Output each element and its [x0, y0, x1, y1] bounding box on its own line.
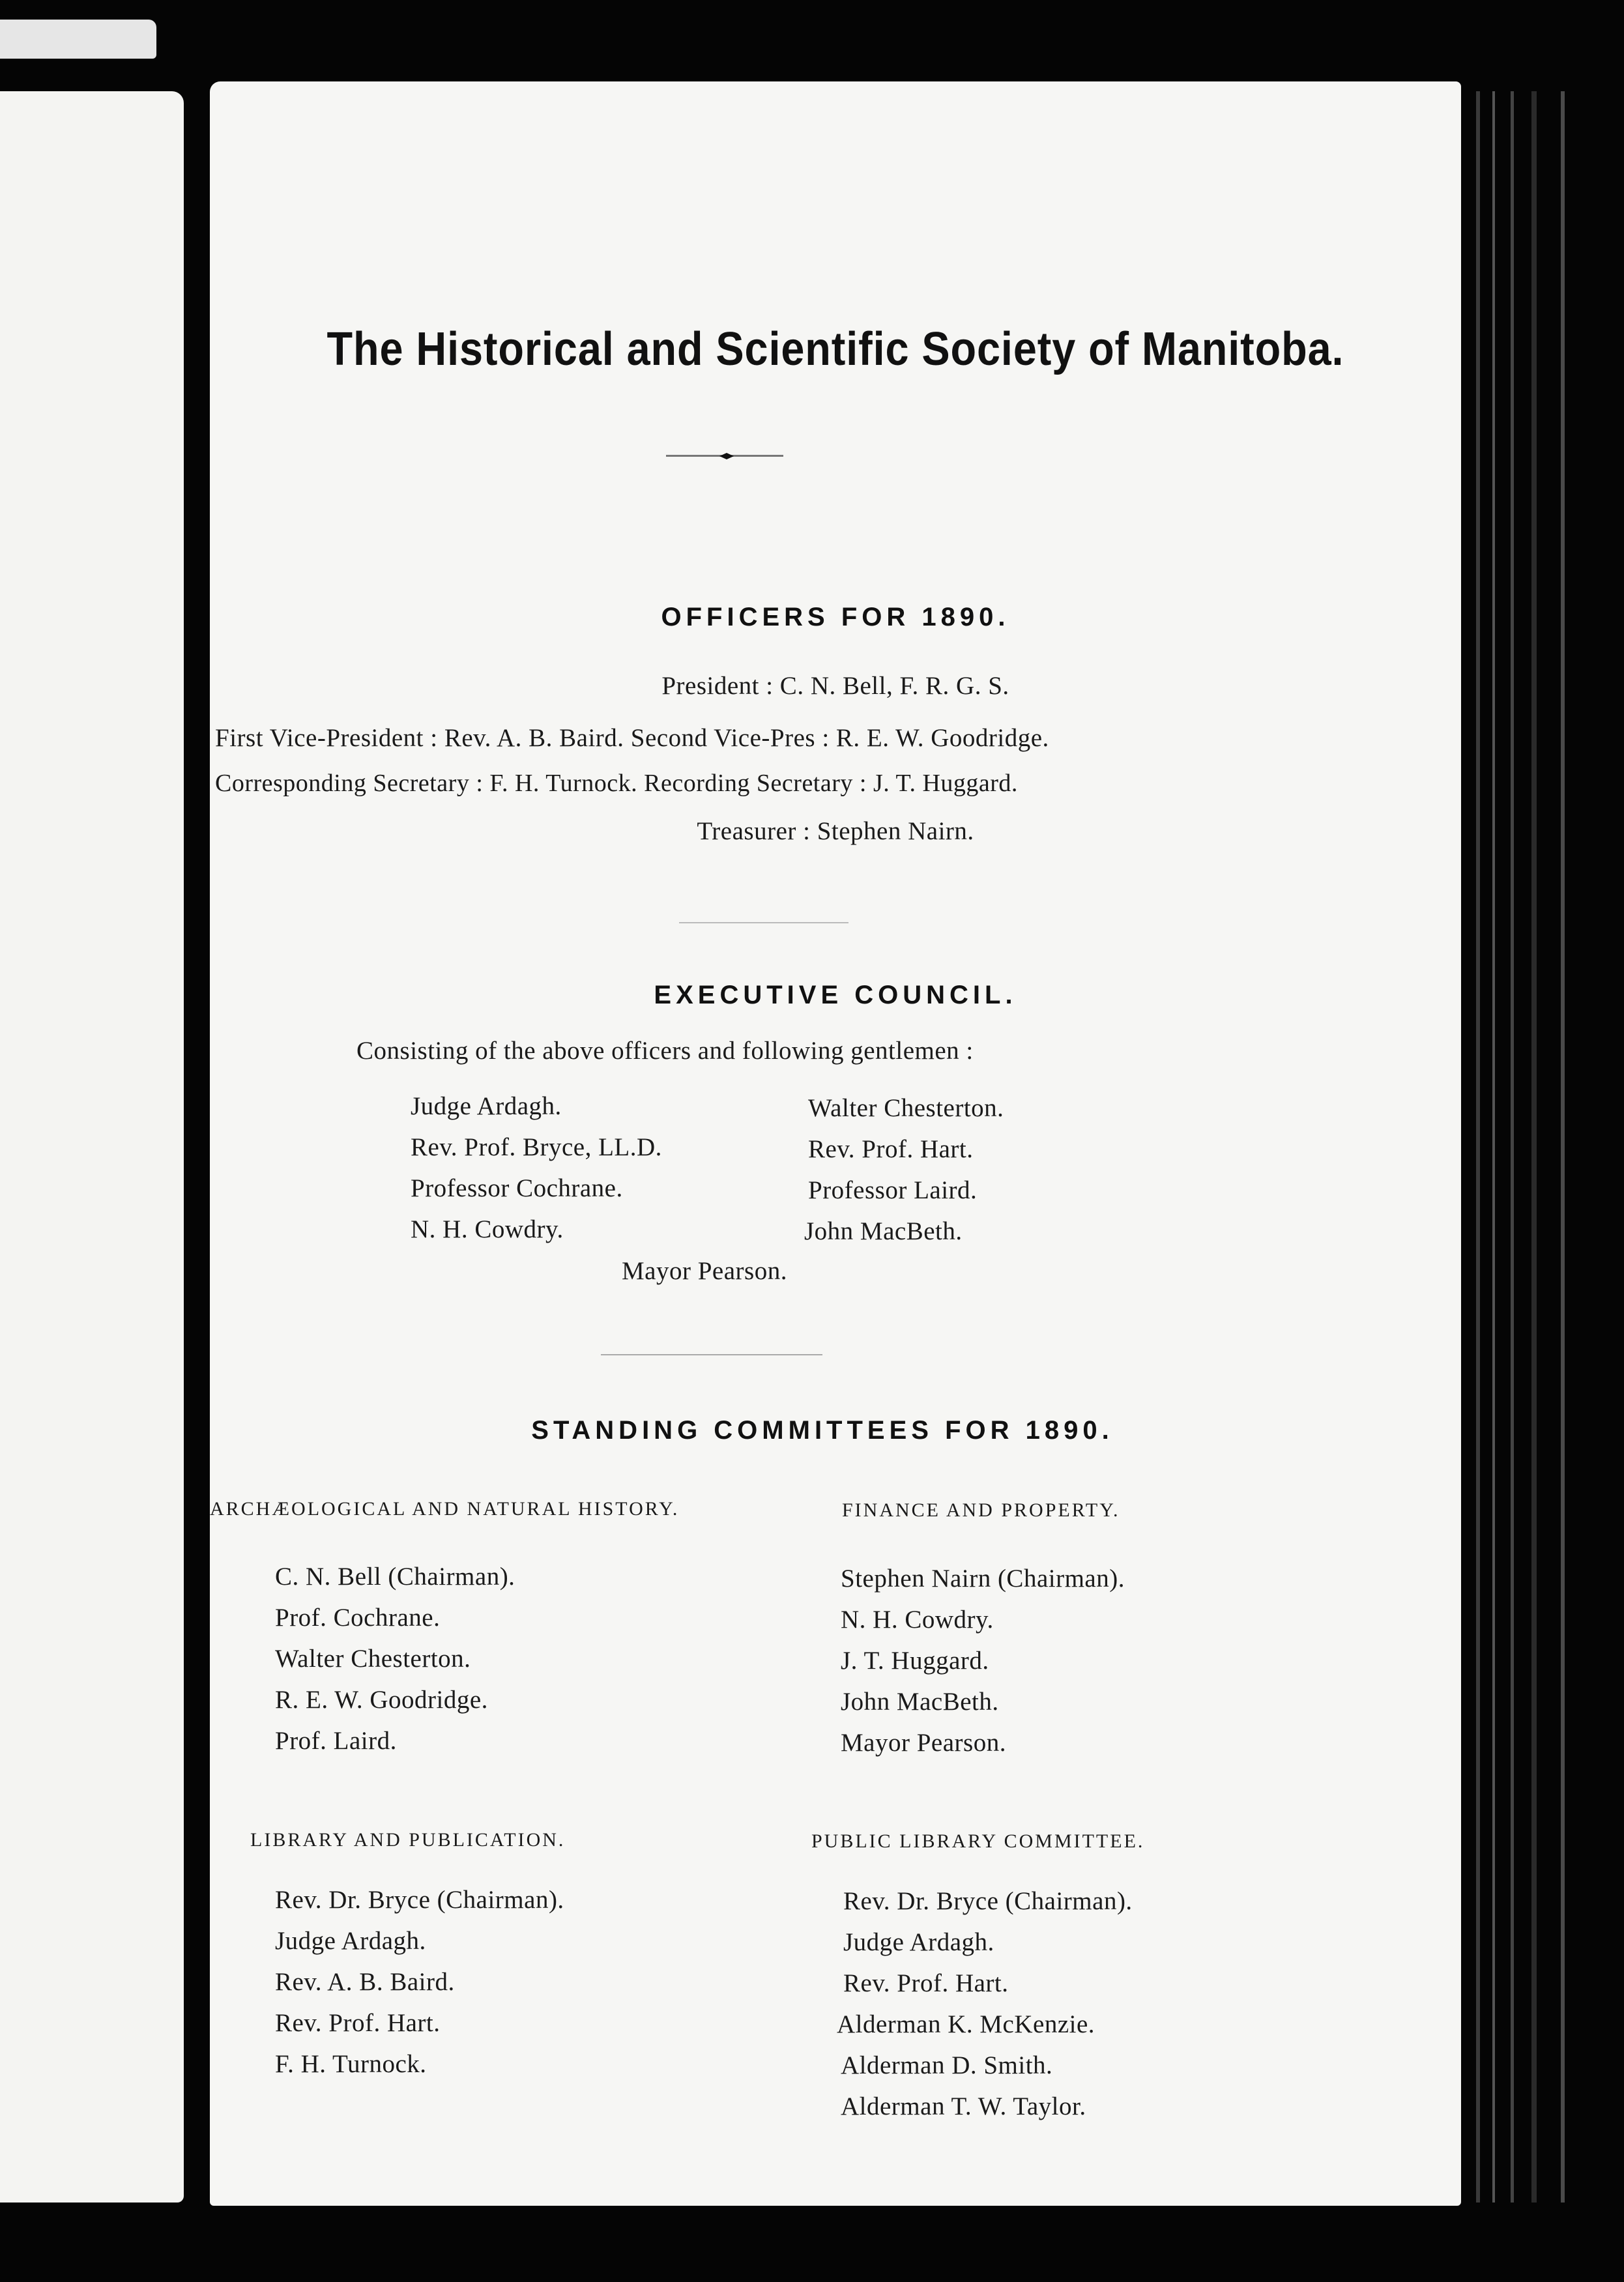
- council-member: Professor Cochrane.: [411, 1174, 623, 1202]
- committee-member: Rev. Prof. Hart.: [275, 2009, 441, 2037]
- committee-member: F. H. Turnock.: [275, 2050, 427, 2078]
- section-divider: [679, 922, 848, 923]
- council-member: Rev. Prof. Hart.: [808, 1135, 974, 1163]
- adjacent-page-strip: [0, 20, 156, 59]
- committee-member: R. E. W. Goodridge.: [275, 1686, 488, 1714]
- section-divider: [601, 1354, 822, 1355]
- committee-title: FINANCE AND PROPERTY.: [842, 1499, 1120, 1521]
- committee-member: Judge Ardagh.: [275, 1927, 426, 1955]
- committee-member: Prof. Laird.: [275, 1727, 397, 1755]
- council-member: Walter Chesterton.: [808, 1094, 1004, 1122]
- committee-member: Mayor Pearson.: [841, 1729, 1006, 1757]
- committee-member: Rev. Prof. Hart.: [843, 1969, 1009, 1997]
- secretary-line: Corresponding Secretary : F. H. Turnock. Recording Secretary : J. T. Huggard.: [215, 770, 1018, 797]
- committees-heading: STANDING COMMITTEES FOR 1890.: [531, 1416, 1114, 1445]
- page-edge: [1531, 91, 1537, 2203]
- committee-member: Alderman K. McKenzie.: [837, 2010, 1095, 2038]
- committee-member: Stephen Nairn (Chairman).: [841, 1565, 1125, 1593]
- committee-member: John MacBeth.: [841, 1688, 999, 1716]
- committee-member: Rev. Dr. Bryce (Chairman).: [843, 1887, 1133, 1915]
- committee-member: Judge Ardagh.: [843, 1928, 994, 1956]
- committee-member: J. T. Huggard.: [841, 1647, 989, 1675]
- council-member: N. H. Cowdry.: [411, 1215, 564, 1243]
- treasurer-line: Treasurer : Stephen Nairn.: [697, 817, 974, 845]
- adjacent-page: [0, 91, 184, 2203]
- committee-member: Prof. Cochrane.: [275, 1604, 441, 1632]
- page-edge: [1561, 91, 1565, 2203]
- council-member: Judge Ardagh.: [411, 1092, 562, 1120]
- council-intro: Consisting of the above officers and following gentlemen :: [356, 1037, 974, 1065]
- committee-member: C. N. Bell (Chairman).: [275, 1563, 515, 1591]
- page-edge: [1476, 91, 1480, 2203]
- committee-member: Rev. A. B. Baird.: [275, 1968, 455, 1996]
- council-member: Rev. Prof. Bryce, LL.D.: [411, 1133, 662, 1161]
- committee-member: Alderman D. Smith.: [841, 2051, 1053, 2079]
- document-page: [210, 81, 1461, 2206]
- committee-member: Rev. Dr. Bryce (Chairman).: [275, 1886, 564, 1914]
- committee-title: ARCHÆOLOGICAL AND NATURAL HISTORY.: [210, 1498, 680, 1520]
- council-heading: EXECUTIVE COUNCIL.: [654, 981, 1017, 1009]
- council-member: John MacBeth.: [804, 1217, 963, 1245]
- page-edge: [1492, 91, 1495, 2203]
- vice-president-line: First Vice-President : Rev. A. B. Baird. Second Vice-Pres : R. E. W. Goodridge.: [215, 724, 1049, 752]
- ornament-diamond: [719, 453, 734, 459]
- committee-member: Alderman T. W. Taylor.: [841, 2092, 1086, 2120]
- council-member: Mayor Pearson.: [622, 1257, 787, 1285]
- page-title: The Historical and Scientific Society of Manitoba.: [326, 323, 1344, 375]
- committee-title: LIBRARY AND PUBLICATION.: [250, 1829, 566, 1851]
- council-member: Professor Laird.: [808, 1176, 978, 1204]
- page-edge: [1511, 91, 1514, 2203]
- committee-member: Walter Chesterton.: [275, 1645, 471, 1673]
- president-line: President : C. N. Bell, F. R. G. S.: [661, 672, 1009, 700]
- committee-member: N. H. Cowdry.: [841, 1606, 994, 1634]
- committee-title: PUBLIC LIBRARY COMMITTEE.: [811, 1830, 1145, 1852]
- officers-heading: OFFICERS FOR 1890.: [661, 603, 1010, 631]
